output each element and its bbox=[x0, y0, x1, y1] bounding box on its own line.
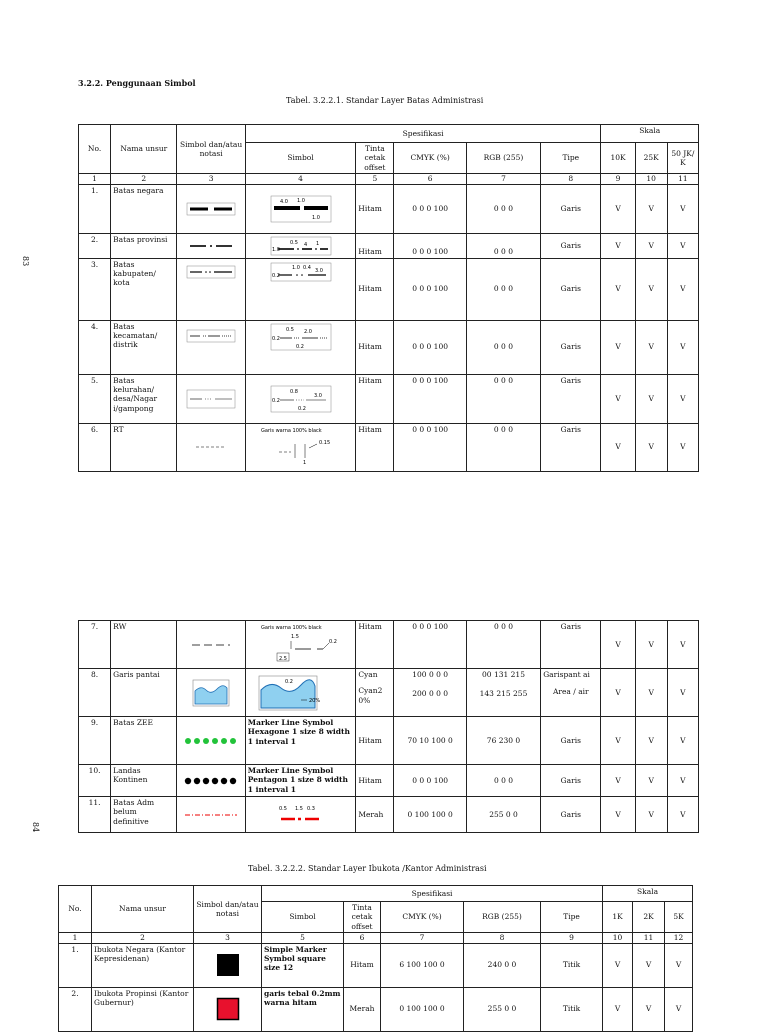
table-row bbox=[79, 621, 699, 669]
notasi-batas-kecamatan bbox=[177, 320, 245, 374]
row-scale-3: V bbox=[667, 621, 698, 669]
row-scale-2: V bbox=[635, 765, 667, 797]
column-number: 8 bbox=[541, 174, 601, 184]
header-simbol: Simbol bbox=[245, 143, 356, 174]
sym-label: Garis warna 100% black bbox=[260, 427, 322, 434]
sym-label: 1.0 bbox=[296, 197, 305, 204]
row-cmyk: 6 100 100 0 bbox=[381, 943, 464, 987]
sym-label: 4 bbox=[303, 241, 307, 248]
row-scale-1: V bbox=[601, 258, 635, 320]
header-skala: Skala bbox=[603, 886, 693, 902]
row-rgb: 255 0 0 bbox=[464, 987, 541, 1031]
row-no: 8. bbox=[79, 669, 111, 717]
row-rgb: 0 0 0 bbox=[466, 621, 540, 669]
simbol-batas-rw bbox=[245, 621, 356, 669]
table1-caption: Tabel. 3.2.2.1. Standar Layer Batas Administrasi bbox=[286, 96, 484, 105]
header-rgb: RGB (255) bbox=[464, 902, 541, 933]
sym-label: 0.2 bbox=[284, 678, 293, 685]
sym-label: 0.5 bbox=[285, 326, 294, 333]
batas-kecamatan-symbol bbox=[270, 323, 332, 351]
sym-label: 0.2 bbox=[271, 335, 280, 342]
row-nama: Batas provinsi bbox=[111, 233, 177, 258]
sym-label: 1.0 bbox=[271, 246, 280, 253]
page-number-84: 84 bbox=[31, 822, 40, 833]
row-scale-3: V bbox=[667, 797, 698, 833]
row-tipe: Garis bbox=[541, 797, 601, 833]
sym-label: 0.2 bbox=[328, 639, 337, 645]
row-scale-1: V bbox=[601, 320, 635, 374]
header-tipe: Tipe bbox=[541, 902, 603, 933]
landas-kontinen-notation bbox=[183, 776, 239, 786]
row-scale-3: V bbox=[667, 765, 698, 797]
sym-label: 1.5 bbox=[290, 634, 299, 640]
row-no: 1. bbox=[59, 943, 92, 987]
column-number: 12 bbox=[665, 933, 693, 943]
header-spesifikasi: Spesifikasi bbox=[262, 886, 603, 902]
row-nama: RT bbox=[111, 423, 177, 471]
batas-provinsi-symbol bbox=[270, 236, 332, 256]
row-scale-1: V bbox=[603, 987, 633, 1031]
row-scale-2: V bbox=[635, 669, 667, 717]
row-nama: Batas ZEE bbox=[111, 717, 177, 765]
notasi-batas-negara bbox=[177, 184, 245, 233]
row-tinta: Hitam bbox=[356, 320, 394, 374]
header-scale-1: 1K bbox=[603, 902, 633, 933]
row-tipe: Garis bbox=[541, 320, 601, 374]
sym-label: 2.0 bbox=[303, 328, 312, 335]
row-tinta: Hitam bbox=[356, 423, 394, 471]
red-square-icon bbox=[216, 997, 240, 1021]
row-tipe: Titik bbox=[541, 987, 603, 1031]
row-no: 10. bbox=[79, 765, 111, 797]
notasi-landas-kontinen bbox=[177, 765, 245, 797]
simbol-batas-negara bbox=[245, 184, 356, 233]
row-tinta: Hitam bbox=[356, 374, 394, 423]
column-number: 7 bbox=[466, 174, 540, 184]
row-no: 9. bbox=[79, 717, 111, 765]
row-scale-1: V bbox=[601, 184, 635, 233]
row-tipe-cell bbox=[541, 669, 601, 717]
row-tinta-cell bbox=[356, 669, 394, 717]
row-rgb: 0 0 0 bbox=[466, 184, 540, 233]
row-tipe: Garispant ai bbox=[543, 670, 590, 679]
row-no: 6. bbox=[79, 423, 111, 471]
sym-label: 0.2 bbox=[271, 397, 280, 404]
header-scale-2: 25K bbox=[635, 143, 667, 174]
column-number: 9 bbox=[541, 933, 603, 943]
row-scale-2: V bbox=[635, 233, 667, 258]
row-cmyk: 0 0 0 100 bbox=[394, 621, 466, 669]
row-scale-1: V bbox=[601, 717, 635, 765]
section-heading: 3.2.2. Penggunaan Simbol bbox=[78, 78, 196, 88]
row-tinta: Cyan bbox=[358, 670, 378, 679]
sym-label: 1.5 bbox=[294, 805, 303, 812]
sym-label: 0.15 bbox=[318, 439, 330, 446]
column-number: 2 bbox=[111, 174, 177, 184]
table-batas-administrasi bbox=[78, 124, 699, 472]
row-tipe: Garis bbox=[541, 233, 601, 258]
page-number-83: 83 bbox=[21, 256, 30, 267]
row-tinta: Hitam bbox=[356, 233, 394, 258]
notasi-ibukota-negara bbox=[194, 943, 262, 987]
column-number: 1 bbox=[59, 933, 92, 943]
sym-label: 0.2 bbox=[271, 272, 280, 279]
row-scale-3: V bbox=[667, 423, 698, 471]
row-tipe: Garis bbox=[541, 765, 601, 797]
header-no: No. bbox=[79, 125, 111, 174]
row-nama: Landas Kontinen bbox=[111, 765, 177, 797]
sym-label: 3.0 bbox=[314, 267, 323, 274]
column-number: 6 bbox=[394, 174, 466, 184]
batas-kelurahan-notation bbox=[186, 389, 236, 409]
header-scale-2: 2K bbox=[633, 902, 665, 933]
row-cmyk: 0 0 0 100 bbox=[394, 374, 466, 423]
row-cmyk: 0 0 0 100 bbox=[394, 184, 466, 233]
row-tipe: Garis bbox=[541, 258, 601, 320]
column-number: 3 bbox=[194, 933, 262, 943]
header-scale-1: 10K bbox=[601, 143, 635, 174]
garis-pantai-symbol bbox=[257, 674, 345, 712]
simbol-garis-pantai bbox=[245, 669, 356, 717]
row-tinta: Hitam bbox=[356, 258, 394, 320]
batas-adm-notation bbox=[183, 810, 239, 820]
column-number: 10 bbox=[635, 174, 667, 184]
row-rgb: 240 0 0 bbox=[464, 943, 541, 987]
row-scale-1: V bbox=[601, 233, 635, 258]
row-scale-3: V bbox=[665, 943, 693, 987]
row-tipe-2: Area / air bbox=[552, 687, 589, 697]
row-scale-2: V bbox=[633, 943, 665, 987]
row-tinta: Hitam bbox=[356, 184, 394, 233]
column-number: 1 bbox=[79, 174, 111, 184]
row-scale-2: V bbox=[635, 184, 667, 233]
row-scale-1: V bbox=[601, 621, 635, 669]
row-scale-1: V bbox=[601, 797, 635, 833]
header-scale-3: 50 JK/ K bbox=[667, 143, 698, 174]
row-nama: Ibukota Negara (Kantor Kepresidenan) bbox=[92, 943, 194, 987]
row-no: 2. bbox=[59, 987, 92, 1031]
row-scale-2: V bbox=[635, 797, 667, 833]
row-scale-3: V bbox=[667, 717, 698, 765]
column-number: 9 bbox=[601, 174, 635, 184]
notasi-garis-pantai bbox=[177, 669, 245, 717]
row-rgb-cell bbox=[466, 669, 540, 717]
header-nama: Nama unsur bbox=[111, 125, 177, 174]
row-no: 5. bbox=[79, 374, 111, 423]
sym-label: 4.0 bbox=[279, 198, 288, 205]
row-cmyk-cell bbox=[394, 669, 466, 717]
row-scale-1: V bbox=[603, 943, 633, 987]
sym-label: 1 bbox=[315, 240, 319, 247]
sym-label: Garis warna 100% black bbox=[260, 625, 322, 631]
sym-label: 20% bbox=[308, 697, 320, 704]
row-cmyk: 0 0 0 100 bbox=[394, 320, 466, 374]
header-rgb: RGB (255) bbox=[466, 143, 540, 174]
sym-label: 3.0 bbox=[313, 392, 322, 399]
table-ibukota-kantor-administrasi bbox=[58, 885, 693, 1032]
row-cmyk: 100 0 0 0 bbox=[412, 670, 449, 679]
sym-label: 0.5 bbox=[289, 239, 298, 246]
row-rgb-2: 143 215 255 bbox=[479, 689, 528, 699]
notasi-batas-kabupaten bbox=[177, 258, 245, 320]
row-scale-2: V bbox=[635, 717, 667, 765]
row-scale-1: V bbox=[601, 669, 635, 717]
row-tinta: Merah bbox=[356, 797, 394, 833]
row-tinta: Hitam bbox=[344, 943, 381, 987]
row-cmyk: 70 10 100 0 bbox=[394, 717, 466, 765]
sym-label: 1 bbox=[302, 459, 306, 466]
batas-negara-notation bbox=[186, 202, 236, 216]
sym-label: 0.2 bbox=[295, 343, 304, 350]
notasi-batas-zee bbox=[177, 717, 245, 765]
simbol-batas-adm-belum-definitive bbox=[245, 797, 356, 833]
row-tinta: Hitam bbox=[356, 717, 394, 765]
batas-rw-notation bbox=[186, 639, 236, 651]
table-row bbox=[59, 987, 693, 1031]
row-tinta: Merah bbox=[344, 987, 381, 1031]
black-square-icon bbox=[216, 953, 240, 977]
batas-rw-symbol bbox=[251, 621, 351, 665]
row-scale-3: V bbox=[667, 258, 698, 320]
simbol-batas-kecamatan bbox=[245, 320, 356, 374]
row-scale-2: V bbox=[635, 320, 667, 374]
batas-zee-notation bbox=[183, 736, 239, 746]
row-rgb: 76 230 0 bbox=[466, 717, 540, 765]
header-cmyk: CMYK (%) bbox=[394, 143, 466, 174]
row-cmyk: 0 0 0 100 bbox=[394, 765, 466, 797]
column-number: 8 bbox=[464, 933, 541, 943]
table-row bbox=[59, 943, 693, 987]
simbol-batas-rt bbox=[245, 423, 356, 471]
table-row bbox=[79, 717, 699, 765]
batas-kelurahan-symbol bbox=[270, 385, 332, 413]
row-scale-2: V bbox=[633, 987, 665, 1031]
batas-adm-symbol bbox=[261, 803, 341, 827]
row-scale-2: V bbox=[635, 621, 667, 669]
row-simbol-text: Marker Line Symbol Pentagon 1 size 8 width 1 interval 1 bbox=[245, 765, 356, 797]
row-nama: Batas Adm belum definitive bbox=[111, 797, 177, 833]
column-number: 11 bbox=[633, 933, 665, 943]
column-number: 7 bbox=[381, 933, 464, 943]
table-row bbox=[79, 233, 699, 258]
batas-kecamatan-notation bbox=[186, 329, 236, 343]
row-tipe: Titik bbox=[541, 943, 603, 987]
row-cmyk: 0 0 0 100 bbox=[394, 423, 466, 471]
sym-label: 0.4 bbox=[302, 264, 311, 271]
row-scale-1: V bbox=[601, 374, 635, 423]
row-tinta: Hitam bbox=[356, 621, 394, 669]
row-nama: Batas kecamatan/ distrik bbox=[111, 320, 177, 374]
simbol-batas-kabupaten bbox=[245, 258, 356, 320]
sym-label: 0.2 bbox=[297, 405, 306, 412]
row-scale-3: V bbox=[667, 374, 698, 423]
table-batas-administrasi-continued bbox=[78, 620, 699, 833]
notasi-batas-kelurahan bbox=[177, 374, 245, 423]
row-scale-3: V bbox=[667, 320, 698, 374]
batas-rt-notation bbox=[186, 441, 236, 453]
row-cmyk: 0 0 0 100 bbox=[394, 258, 466, 320]
column-number: 5 bbox=[356, 174, 394, 184]
row-rgb: 0 0 0 bbox=[466, 258, 540, 320]
row-simbol-text: Marker Line Symbol Hexagone 1 size 8 width 1 interval 1 bbox=[245, 717, 356, 765]
column-number: 4 bbox=[245, 174, 356, 184]
header-cmyk: CMYK (%) bbox=[381, 902, 464, 933]
sym-label: 0.5 bbox=[278, 805, 287, 812]
simbol-batas-provinsi bbox=[245, 233, 356, 258]
row-rgb: 0 0 0 bbox=[466, 423, 540, 471]
batas-kabupaten-notation bbox=[186, 265, 236, 279]
sym-label: 1.0 bbox=[291, 264, 300, 271]
row-nama: RW bbox=[111, 621, 177, 669]
batas-kabupaten-symbol bbox=[270, 262, 332, 282]
row-nama: Garis pantai bbox=[111, 669, 177, 717]
row-tipe: Garis bbox=[541, 184, 601, 233]
row-tipe: Garis bbox=[541, 717, 601, 765]
row-scale-3: V bbox=[667, 184, 698, 233]
row-tipe: Garis bbox=[541, 621, 601, 669]
row-no: 4. bbox=[79, 320, 111, 374]
row-rgb: 0 0 0 bbox=[466, 233, 540, 258]
row-nama: Batas kabupaten/ kota bbox=[111, 258, 177, 320]
row-cmyk: 0 100 100 0 bbox=[381, 987, 464, 1031]
sym-label: 2.5 bbox=[278, 656, 287, 662]
notasi-batas-rt bbox=[177, 423, 245, 471]
column-number: 6 bbox=[344, 933, 381, 943]
column-number: 2 bbox=[92, 933, 194, 943]
row-simbol-text: garis tebal 0.2mm warna hitam bbox=[262, 987, 344, 1031]
batas-provinsi-notation bbox=[186, 239, 236, 253]
header-simbol-notasi: Simbol dan/atau notasi bbox=[177, 125, 245, 174]
row-no: 3. bbox=[79, 258, 111, 320]
row-scale-2: V bbox=[635, 374, 667, 423]
column-number: 10 bbox=[603, 933, 633, 943]
table-row bbox=[79, 797, 699, 833]
table-row bbox=[79, 258, 699, 320]
row-nama: Batas negara bbox=[111, 184, 177, 233]
column-number: 11 bbox=[667, 174, 698, 184]
header-simbol-notasi: Simbol dan/atau notasi bbox=[194, 886, 262, 933]
table2-caption: Tabel. 3.2.2.2. Standar Layer Ibukota /Kantor Administrasi bbox=[248, 864, 487, 873]
row-scale-1: V bbox=[601, 765, 635, 797]
sym-label: 0.3 bbox=[306, 805, 315, 812]
row-scale-3: V bbox=[667, 669, 698, 717]
simbol-batas-kelurahan bbox=[245, 374, 356, 423]
batas-rt-symbol bbox=[251, 424, 351, 468]
row-scale-3: V bbox=[667, 233, 698, 258]
row-simbol-text: Simple Marker Symbol square size 12 bbox=[262, 943, 344, 987]
table-row bbox=[79, 184, 699, 233]
row-tipe: Garis bbox=[541, 374, 601, 423]
header-no: No. bbox=[59, 886, 92, 933]
row-no: 11. bbox=[79, 797, 111, 833]
row-rgb: 0 0 0 bbox=[466, 374, 540, 423]
sym-label: 1.0 bbox=[311, 214, 320, 221]
row-rgb: 0 0 0 bbox=[466, 765, 540, 797]
column-number: 3 bbox=[177, 174, 245, 184]
row-tinta-2: Cyan2 0% bbox=[358, 686, 383, 705]
sym-label: 0.8 bbox=[289, 388, 298, 395]
notasi-batas-provinsi bbox=[177, 233, 245, 258]
row-scale-1: V bbox=[601, 423, 635, 471]
row-nama: Batas kelurahan/ desa/Nagar i/gampong bbox=[111, 374, 177, 423]
notasi-batas-adm-belum-definitive bbox=[177, 797, 245, 833]
row-rgb: 255 0 0 bbox=[466, 797, 540, 833]
row-no: 1. bbox=[79, 184, 111, 233]
table-row bbox=[79, 423, 699, 471]
batas-negara-symbol bbox=[270, 195, 332, 223]
notasi-ibukota-propinsi bbox=[194, 987, 262, 1031]
row-nama: Ibukota Propinsi (Kantor Gubernur) bbox=[92, 987, 194, 1031]
header-nama: Nama unsur bbox=[92, 886, 194, 933]
column-number: 5 bbox=[262, 933, 344, 943]
header-tipe: Tipe bbox=[541, 143, 601, 174]
table-row bbox=[79, 320, 699, 374]
header-tinta: Tinta cetak offset bbox=[356, 143, 394, 174]
row-no: 2. bbox=[79, 233, 111, 258]
row-tinta: Hitam bbox=[356, 765, 394, 797]
header-tinta: Tinta cetak offset bbox=[344, 902, 381, 933]
header-scale-3: 5K bbox=[665, 902, 693, 933]
header-spesifikasi: Spesifikasi bbox=[245, 125, 601, 143]
table-row bbox=[79, 669, 699, 717]
table-row bbox=[79, 374, 699, 423]
row-scale-2: V bbox=[635, 258, 667, 320]
row-tipe: Garis bbox=[541, 423, 601, 471]
garis-pantai-notation bbox=[192, 679, 230, 707]
row-rgb: 0 0 0 bbox=[466, 320, 540, 374]
row-scale-2: V bbox=[635, 423, 667, 471]
header-simbol: Simbol bbox=[262, 902, 344, 933]
row-scale-3: V bbox=[665, 987, 693, 1031]
table-row bbox=[79, 765, 699, 797]
row-cmyk: 0 100 100 0 bbox=[394, 797, 466, 833]
row-cmyk-2: 200 0 0 0 bbox=[412, 689, 449, 699]
row-no: 7. bbox=[79, 621, 111, 669]
notasi-batas-rw bbox=[177, 621, 245, 669]
row-rgb: 00 131 215 bbox=[482, 670, 525, 679]
header-skala: Skala bbox=[601, 125, 699, 143]
row-cmyk: 0 0 0 100 bbox=[394, 233, 466, 258]
